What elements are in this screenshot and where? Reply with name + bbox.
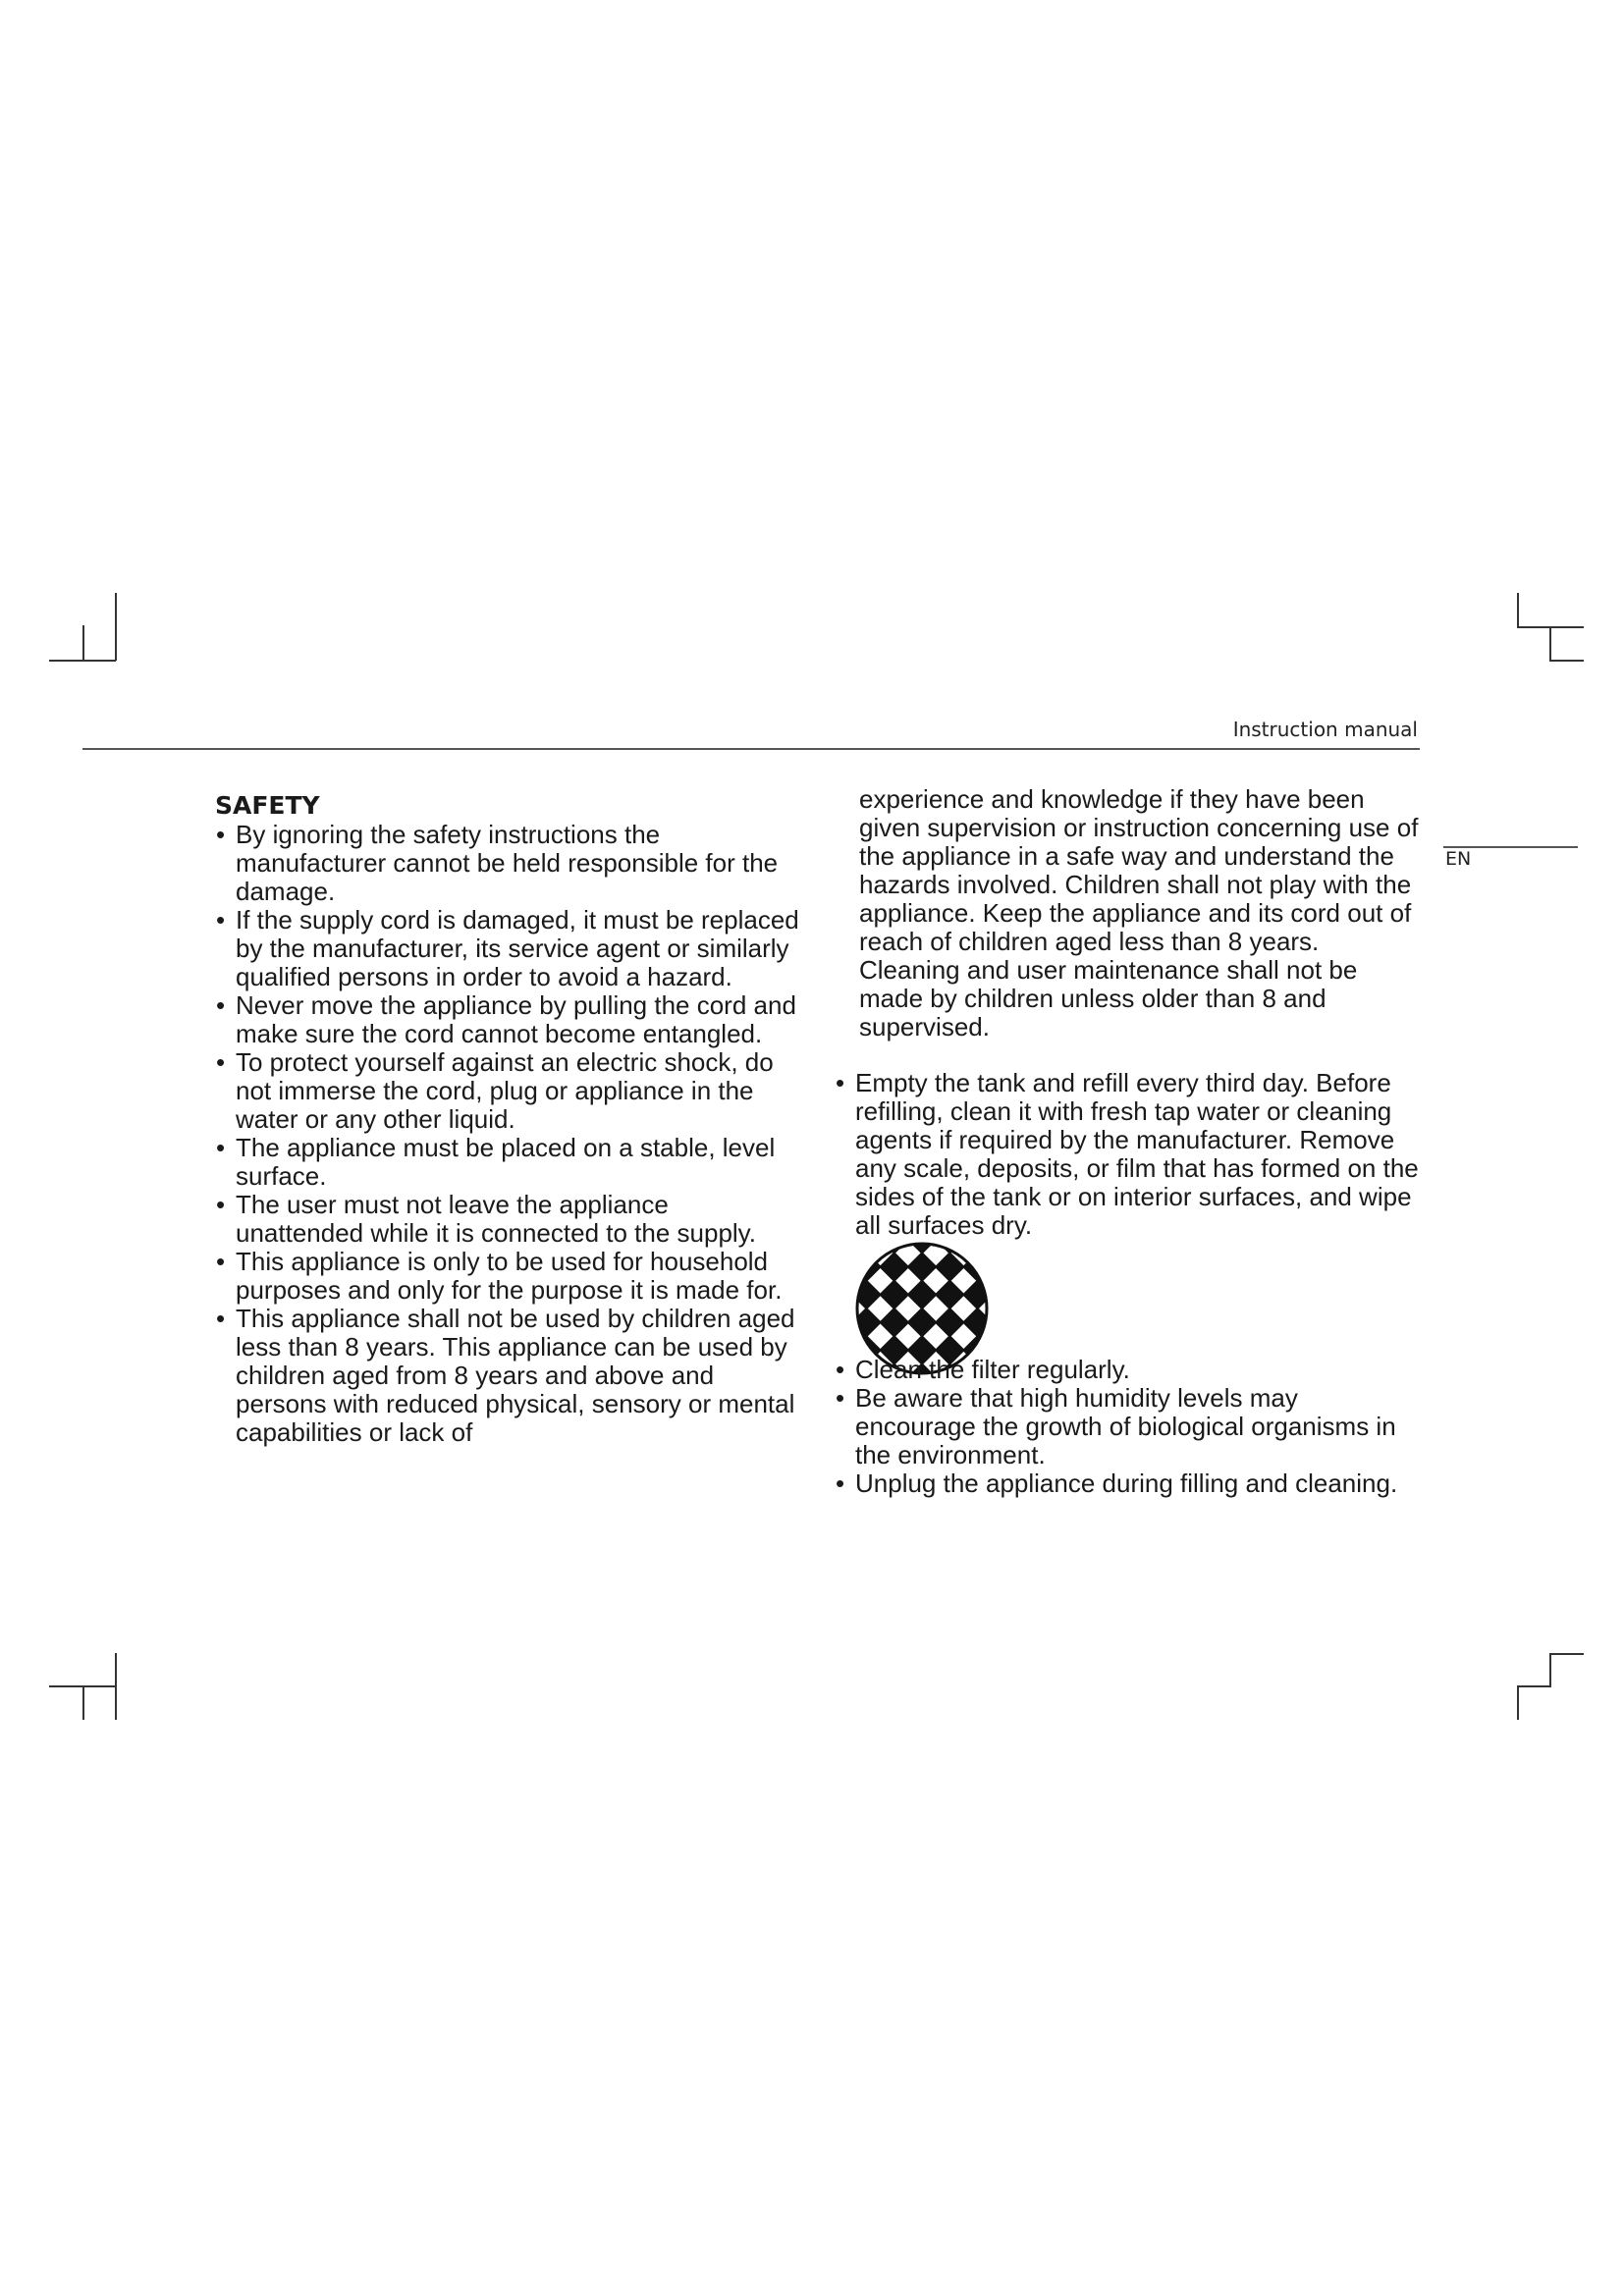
continuation-paragraph: experience and knowledge if they have been given supervision or instruction concerning use of the appliance in a safe way and understand the hazards involved. Children shall not play with the appliance. Keep the appliance and its cord out of reach of children aged less than 8 years. Cleaning and user maintenance shall not be made by children unless older than 8 and supervised. (859, 784, 1419, 1041)
list-item: • By ignoring the safety instructions the manufacturer cannot be held responsible for the damage. (213, 821, 802, 906)
crop-mark-top-right (1517, 593, 1519, 628)
list-item: • This appliance shall not be used by children aged less than 8 years. This appliance can be used by children aged from 8 years and above and persons with reduced physical, sensory or mental capabilities or lack of (213, 1305, 802, 1447)
list-item: • The appliance must be placed on a stable, level surface. (213, 1134, 802, 1191)
header-label: Instruction manual (1232, 718, 1418, 741)
crop-mark-bottom-right (1549, 1653, 1551, 1687)
list-item: • Never move the appliance by pulling the cord and make sure the cord cannot become entangled. (213, 991, 802, 1048)
list-item: • Unplug the appliance during filling and cleaning. (833, 1469, 1422, 1498)
crop-mark-bottom-right (1517, 1685, 1519, 1720)
list-item: • This appliance is only to be used for household purposes and only for the purpose it is made for. (213, 1248, 802, 1305)
list-item: • Be aware that high humidity levels may encourage the growth of biological organisms in the environment. (833, 1384, 1422, 1469)
right-column (833, 785, 1422, 1498)
list-item: • If the supply cord is damaged, it must be replaced by the manufacturer, its service agent or similarly qualified persons in order to avoid a hazard. (213, 906, 802, 991)
left-column (213, 791, 802, 1447)
list-item: • Clean the filter regularly. (833, 1356, 1422, 1384)
list-item: • Empty the tank and refill every third day. Before refilling, clean it with fresh tap water or cleaning agents if required by the manufacturer. Remove any scale, deposits, or film that has formed on the sides of the tank or on interior surfaces, and wipe all surfaces dry. (833, 1069, 1422, 1240)
crop-mark-top-left (82, 625, 84, 661)
list-item: • To protect yourself against an electric shock, do not immerse the cord, plug or appliance in the water or any other liquid. (213, 1048, 802, 1134)
list-item: • The user must not leave the appliance unattended while it is connected to the supply. (213, 1191, 802, 1248)
maintenance-list (833, 1069, 1422, 1240)
crop-mark-top-left (82, 660, 116, 662)
crop-mark-top-right (1549, 626, 1551, 662)
language-tab: EN (1445, 848, 1472, 870)
crop-mark-bottom-right (1517, 1685, 1551, 1687)
crop-mark-bottom-right (1549, 1653, 1584, 1655)
crop-mark-bottom-left (82, 1685, 84, 1720)
crop-mark-bottom-left (115, 1653, 117, 1720)
crop-mark-top-right (1549, 660, 1584, 662)
care-list (833, 1356, 1422, 1498)
header-divider (82, 748, 1420, 750)
safety-list (213, 821, 802, 1447)
section-title: SAFETY (215, 791, 320, 820)
crop-mark-top-left (49, 660, 83, 662)
filter-icon-area (833, 1240, 1422, 1356)
crop-mark-top-left (115, 593, 117, 661)
